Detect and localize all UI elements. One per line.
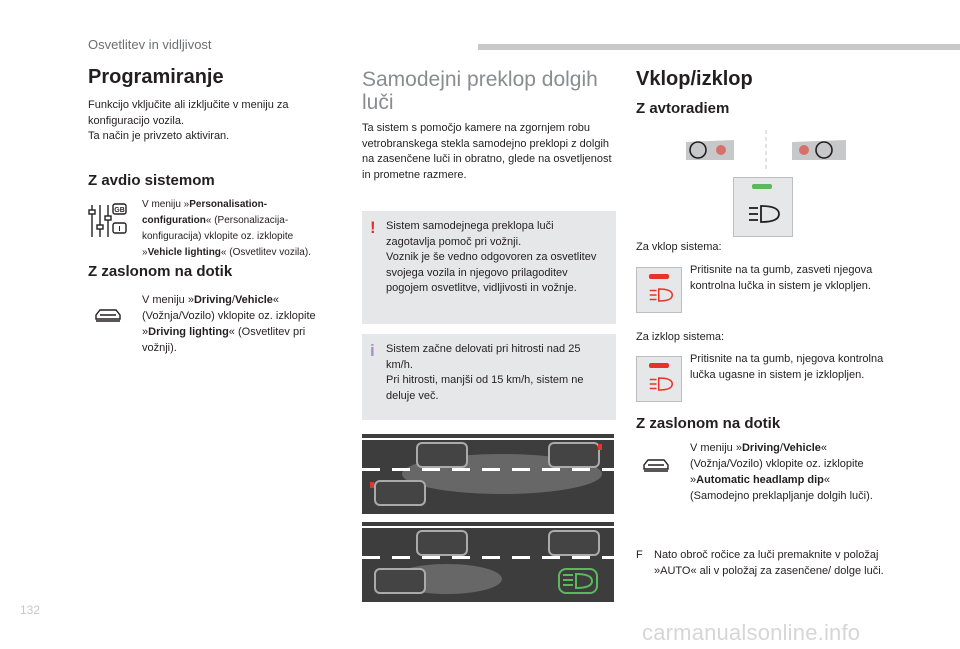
auto-headlamp-icon <box>647 286 675 304</box>
off-label: Za izklop sistema: <box>636 331 725 343</box>
auto-headlamp-icon <box>746 202 782 226</box>
on-off-title: Vklop/izklop <box>636 68 753 90</box>
steering-stalk-icon <box>686 130 892 170</box>
bullet-marker: F <box>636 549 643 561</box>
audio-heading: Z avdio sistemom <box>88 172 215 189</box>
oncoming-car <box>416 530 468 556</box>
section-title: Osvetlitev in vidljivost <box>88 37 212 52</box>
car-icon <box>642 457 670 478</box>
auto-headlamp-button-on[interactable] <box>733 177 793 237</box>
road-edge <box>362 438 614 440</box>
info-note: i Sistem začne delovati pri hitrosti nad 25 km/h. Pri hitrosti, manjši od 15 km/h, sistem ne deluje več. <box>362 334 616 420</box>
auto-headlamp-button-on-small[interactable] <box>636 267 682 313</box>
warning-icon: ! <box>370 218 376 237</box>
touch-text-2: V meniju »Driving/Vehicle« (Vožnja/Vozilo) vklopite oz. izklopite »Automatic headlamp dip« (Samodejno preklapljanje dolgih luči). <box>690 442 873 502</box>
road-edge <box>362 526 614 528</box>
radio-heading: Z avtoradiem <box>636 100 730 117</box>
audio-text: V meniju »Personalisation-configuration« (Personalizacija-konfiguracija) vklopite oz. izklopite »Vehicle lighting« (Osvetlitev vozila). <box>142 199 311 258</box>
auto-headlamp-button-off[interactable] <box>636 356 682 402</box>
header-bar <box>478 44 960 50</box>
indicator-led-on <box>649 274 669 279</box>
touch-text: V meniju »Driving/Vehicle« (Vožnja/Vozilo) vklopite oz. izklopite »Driving lighting« (Osvetlitev pri vožnji). <box>142 294 316 354</box>
car-icon <box>94 307 122 328</box>
page-number: 132 <box>20 603 41 617</box>
on-text: Pritisnite na ta gumb, zasveti njegova kontrolna lučka in sistem je vklopljen. <box>690 264 873 292</box>
oncoming-car <box>548 442 600 468</box>
lane-marking <box>362 556 614 559</box>
settings-sliders-icon <box>88 201 128 241</box>
auto-headlamp-icon <box>558 568 598 594</box>
own-car <box>374 568 426 594</box>
gb-label: GB <box>114 207 125 214</box>
indicator-led-on <box>752 184 772 189</box>
own-car <box>374 480 426 506</box>
watermark: carmanualsonline.info <box>642 620 861 645</box>
warning-note: ! Sistem samodejnega preklopa luči zagotavlja pomoč pri vožnji. Voznik je še vedno odgovoren za osvetlitev svojega vozila in njegovo prilagoditev pogojem osvetlitve, vidljivosti in vožnje. <box>362 211 616 324</box>
oncoming-car <box>548 530 600 556</box>
off-text: Pritisnite na ta gumb, njegova kontrolna lučka ugasne in sistem je izklopljen. <box>690 353 884 381</box>
on-label: Za vklop sistema: <box>636 241 722 253</box>
indicator-led-off <box>649 363 669 368</box>
road-illustration-high-beam <box>362 434 614 514</box>
oncoming-car <box>416 442 468 468</box>
programming-intro: Funkcijo vključite ali izključite v meniju za konfiguracijo vozila. Ta način je privzeto aktiviran. <box>88 99 289 142</box>
info-icon: i <box>370 341 375 360</box>
touch-heading-2: Z zaslonom na dotik <box>636 415 781 432</box>
bullet-text: Nato obroč ročice za luči premaknite v položaj »AUTO« ali v položaj za zasenčene/ dolge luči. <box>654 549 884 577</box>
auto-high-beam-title: Samodejni preklop dolgih luči <box>362 68 598 114</box>
touch-heading: Z zaslonom na dotik <box>88 263 233 280</box>
auto-high-beam-intro: Ta sistem s pomočjo kamere na zgornjem robu vetrobranskega stekla samodejno preklopi z dolgih na zasenčene luči in obratno, glede na osvetljenost in prometne razmere. <box>362 122 612 181</box>
taillight <box>598 444 602 450</box>
programming-title: Programiranje <box>88 66 224 88</box>
i-label: I <box>118 226 121 233</box>
auto-headlamp-icon <box>647 375 675 393</box>
road-illustration-dipped-beam <box>362 522 614 602</box>
taillight <box>370 482 374 488</box>
